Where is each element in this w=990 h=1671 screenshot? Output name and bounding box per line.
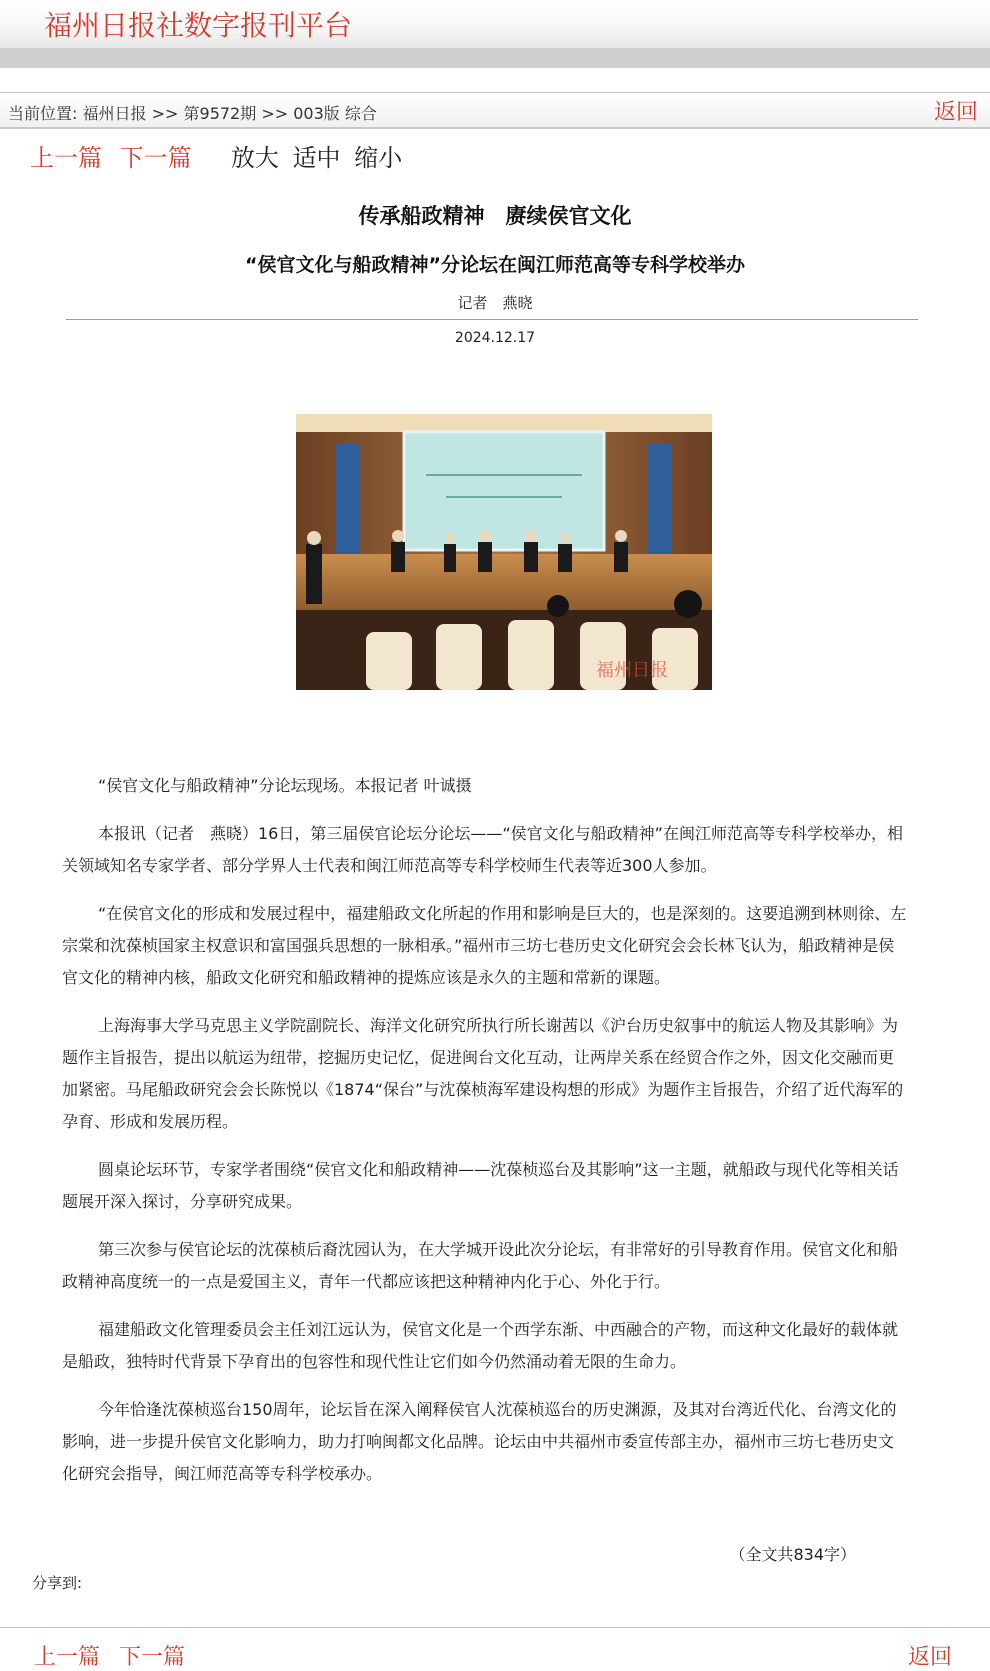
prev-article-link-bottom[interactable]: 上一篇 bbox=[34, 1645, 101, 1670]
article-paragraph: 福建船政文化管理委员会主任刘江远认为，侯官文化是一个西学东渐、中西融合的产物，而这种文化最好的载体就是船政，独特时代背景下孕育出的包容性和现代性让它们如今仍然涌动着无限的生命力。 bbox=[62, 1320, 899, 1371]
breadcrumb bbox=[8, 101, 377, 124]
article-paragraph: 本报讯（记者 燕晓）16日，第三届侯官论坛分论坛——“侯官文化与船政精神”在闽江师范高等专科学校举办，相关领域知名专家学者、部分学界人士代表和闽江师范高等专科学校师生代表等近300人参加。 bbox=[62, 824, 903, 875]
article-paragraph: 今年恰逢沈葆桢巡台150周年，论坛旨在深入阐释侯官人沈葆桢巡台的历史渊源，及其对台湾近代化、台湾文化的影响，进一步提升侯官文化影响力，助力打响闽都文化品牌。论坛由中共福州市委宣传部主办，福州市三坊七巷历史文化研究会指导，闽江师范高等专科学校承办。 bbox=[62, 1400, 897, 1483]
article-nav-bottom bbox=[34, 1640, 197, 1671]
back-link-bottom[interactable]: 返回 bbox=[907, 1645, 952, 1670]
article-paragraph: 圆桌论坛环节，专家学者围绕“侯官文化和船政精神——沈葆桢巡台及其影响”这一主题，就船政与现代化等相关话题展开深入探讨，分享研究成果。 bbox=[62, 1160, 899, 1211]
article-title: 传承船政精神 赓续侯官文化 bbox=[358, 204, 632, 228]
article-subtitle: “侯官文化与船政精神”分论坛在闽江师范高等专科学校举办 bbox=[245, 254, 745, 276]
breadcrumb-paper-link[interactable]: 福州日报 bbox=[82, 104, 147, 123]
footer-divider bbox=[0, 1627, 990, 1628]
article-body bbox=[62, 770, 908, 1506]
breadcrumb-section-link[interactable]: 003版 综合 bbox=[293, 104, 377, 123]
article-byline: 记者 燕晓 bbox=[457, 294, 533, 312]
zoom-in-link[interactable]: 放大 bbox=[230, 144, 279, 172]
next-article-link[interactable]: 下一篇 bbox=[119, 144, 192, 172]
back-link-top[interactable]: 返回 bbox=[933, 100, 978, 125]
article-date: 2024.12.17 bbox=[454, 330, 536, 346]
breadcrumb-separator: >> bbox=[261, 104, 294, 123]
breadcrumb-separator: >> bbox=[151, 104, 184, 123]
breadcrumb-prefix: 当前位置: bbox=[8, 104, 78, 123]
photo-watermark: 福州日报 bbox=[596, 660, 668, 681]
share-label: 分享到: bbox=[32, 1574, 83, 1592]
zoom-fit-link[interactable]: 适中 bbox=[292, 144, 341, 172]
next-article-link-bottom[interactable]: 下一篇 bbox=[119, 1645, 186, 1670]
breadcrumb-issue-link[interactable]: 第9572期 bbox=[183, 104, 257, 123]
article-paragraph: “在侯官文化的形成和发展过程中，福建船政文化所起的作用和影响是巨大的，也是深刻的。这要追溯到林则徐、左宗棠和沈葆桢国家主权意识和富国强兵思想的一脉相承。”福州市三坊七巷历史文化研究会会长林飞认为，船政精神是侯官文化的精神内核，船政文化研究和船政精神的提炼应该是永久的主题和常新的课题。 bbox=[62, 904, 907, 987]
header-band bbox=[0, 48, 990, 68]
article-photo[interactable] bbox=[296, 414, 712, 690]
breadcrumb-bar bbox=[0, 92, 990, 129]
article-paragraph: 第三次参与侯官论坛的沈葆桢后裔沈园认为，在大学城开设此次分论坛，有非常好的引导教育作用。侯官文化和船政精神高度统一的一点是爱国主义，青年一代都应该把这种精神内化于心、外化于行。 bbox=[62, 1240, 899, 1291]
forum-scene-image bbox=[296, 414, 712, 690]
site-header bbox=[0, 0, 990, 48]
site-logo[interactable]: 福州日报社数字报刊平台 bbox=[44, 9, 353, 42]
article-nav-top bbox=[30, 138, 408, 173]
title-divider bbox=[66, 319, 918, 320]
prev-article-link[interactable]: 上一篇 bbox=[30, 144, 102, 172]
word-count: （全文共834字） bbox=[729, 1545, 856, 1564]
photo-caption: “侯官文化与船政精神”分论坛现场。本报记者 叶诚摄 bbox=[98, 776, 472, 795]
article-paragraph: 上海海事大学马克思主义学院副院长、海洋文化研究所执行所长谢茜以《沪台历史叙事中的航运人物及其影响》为题作主旨报告，提出以航运为纽带，挖掘历史记忆，促进闽台文化互动，让两岸关系在经贸合作之外，因文化交融而更加紧密。马尾船政研究会会长陈悦以《1874“保台”与沈葆桢海军建设构想的形成》为题作主旨报告，介绍了近代海军的孕育、形成和发展历程。 bbox=[62, 1016, 904, 1131]
zoom-out-link[interactable]: 缩小 bbox=[354, 144, 403, 172]
